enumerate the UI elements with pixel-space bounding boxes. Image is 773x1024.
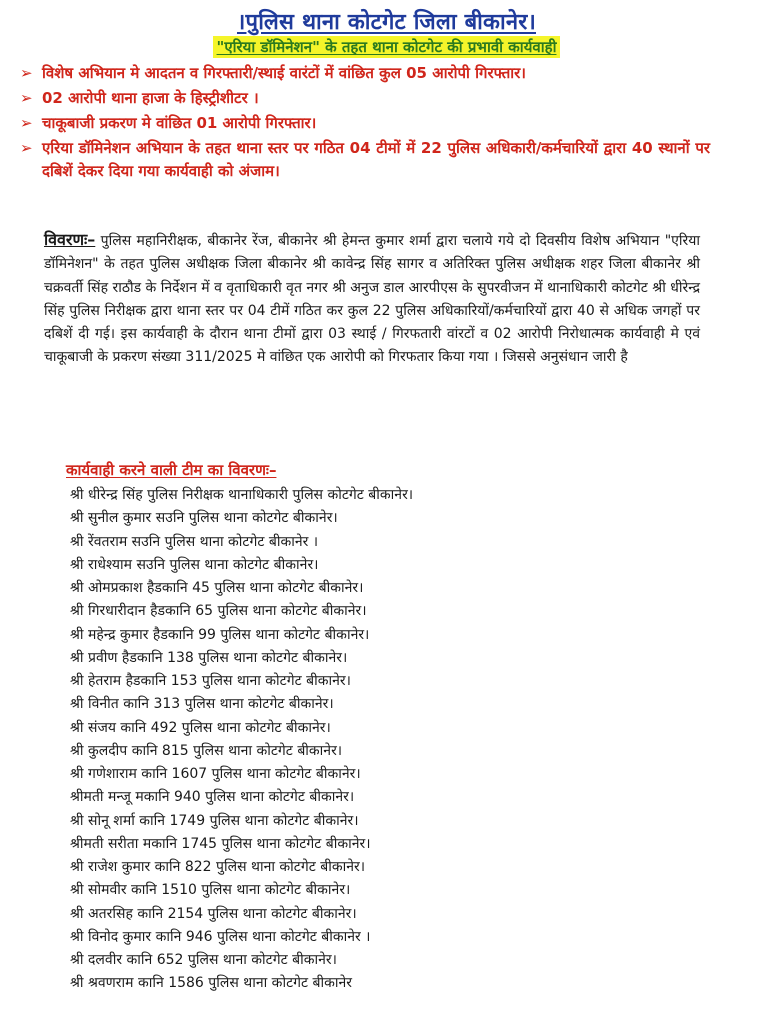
page-subtitle: "एरिया डॉमिनेशन" के तहत थाना कोटगेट की प्रभावी कार्यवाही [213, 36, 561, 58]
highlight-item [20, 87, 710, 110]
arrow-bullet-icon: ➢ [20, 64, 33, 82]
details-paragraph [44, 228, 700, 370]
subtitle-container [0, 36, 773, 58]
team-member: श्री सोमवीर कानि 1510 पुलिस थाना कोटगेट बीकानेर। [70, 882, 351, 899]
team-member: श्री कुलदीप कानि 815 पुलिस थाना कोटगेट बीकानेर। [70, 742, 343, 759]
team-member: श्री सुनील कुमार सउनि पुलिस थाना कोटगेट बीकानेर। [70, 510, 338, 527]
team-member: श्री हेतराम हैडकानि 153 पुलिस थाना कोटगेट बीकानेर। [70, 673, 351, 689]
team-member: श्री प्रवीण हैडकानि 138 पुलिस थाना कोटगेट बीकानेर। [70, 649, 348, 666]
team-member: श्री दलवीर कानि 652 पुलिस थाना कोटगेट बीकानेर। [70, 952, 337, 968]
team-member: श्रीमती मन्जू मकानि 940 पुलिस थाना कोटगेट बीकानेर। [70, 789, 355, 806]
team-member: श्री सोनू शर्मा कानि 1749 पुलिस थाना कोटगेट बीकानेर। [70, 812, 359, 829]
team-member: श्री अतरसिह कानि 2154 पुलिस थाना कोटगेट बीकानेर। [70, 905, 357, 922]
team-member: श्री ओमप्रकाश हैडकानि 45 पुलिस थाना कोटगेट बीकानेर। [70, 580, 364, 596]
highlight-item [20, 137, 710, 183]
highlight-item [20, 112, 710, 135]
team-member: श्री गणेशाराम कानि 1607 पुलिस थाना कोटगेट बीकानेर। [70, 766, 361, 782]
page-title: ।पुलिस थाना कोटगेट जिला बीकानेर। [236, 10, 536, 35]
highlights-list [20, 62, 710, 185]
team-heading: कार्यवाही करने वाली टीम का विवरणः– [66, 461, 277, 479]
arrow-bullet-icon: ➢ [20, 89, 33, 107]
highlight-text: विशेष अभियान मे आदतन व गिरफ्तारी/स्थाई वारंटों में वांछित कुल 05 आरोपी गिरफ्तार। [42, 64, 526, 82]
arrow-bullet-icon: ➢ [20, 114, 33, 132]
details-label: विवरणः– [44, 230, 96, 249]
team-member: श्रीमती सरीता मकानि 1745 पुलिस थाना कोटगेट बीकानेर। [70, 835, 371, 852]
details-text: पुलिस महानिरीक्षक, बीकानेर रेंज, बीकानेर श्री हेमन्त कुमार शर्मा द्वारा चलाये गये दो दिवसीय विशेष अभियान "एरिया डॉमिनेशन" के तहत पुलिस अधीक्षक जिला बीकानेर श्री कावेन्द्र सिंह सागर व अतिरिक्त पुलिस अधीक्षक शहर जिला बीकानेर श्री चक्रवर्ती सिंह राठौड के निर्देशन में व वृताधिकारी वृत नगर श्री अनुज डाल आरपीएस के सुपरवीजन में थानाधिकारी कोटगेट श्री धीरेन्द्र सिंह पुलिस निरीक्षक द्वारा थाना स्तर पर 04 टीमें गठित कर कुल 22 पुलिस अधिकारियों/कर्मचारियों द्वारा 40 से अधिक जगहों पर दबिशें दी गई। इस कार्यवाही के दौरान थाना टीमों द्वारा 03 स्थाई / गिरफतारी वांरटों व 02 आरोपी निरोधात्मक कार्यवाही मे एवं चाकूबाजी के प्रकरण संख्या 311/2025 मे वांछित एक आरोपी को गिरफतार किया गया । जिससे अनुसंधान जारी है [44, 233, 700, 366]
team-member: श्री धीरेन्द्र सिंह पुलिस निरीक्षक थानाधिकारी पुलिस कोटगेट बीकानेर। [70, 487, 414, 503]
team-member: श्री गिरधारीदान हैडकानि 65 पुलिस थाना कोटगेट बीकानेर। [70, 603, 367, 620]
title-container [0, 6, 773, 36]
team-member: श्री विनीत कानि 313 पुलिस थाना कोटगेट बीकानेर। [70, 696, 334, 713]
team-member: श्री विनोद कुमार कानि 946 पुलिस थाना कोटगेट बीकानेर । [70, 928, 371, 945]
highlight-text: 02 आरोपी थाना हाजा के हिस्ट्रीशीटर । [42, 89, 259, 107]
team-member-list [70, 484, 710, 996]
highlight-text: एरिया डॉमिनेशन अभियान के तहत थाना स्तर पर गठित 04 टीमों में 22 पुलिस अधिकारी/कर्मचारियों द्वारा 40 स्थानों पर दबिशें देकर दिया गया कार्यवाही को अंजाम। [42, 139, 710, 180]
team-member: श्री राधेश्याम सउनि पुलिस थाना कोटगेट बीकानेर। [70, 556, 319, 573]
team-member: श्री संजय कानि 492 पुलिस थाना कोटगेट बीकानेर। [70, 719, 331, 736]
team-member: श्री महेन्द्र कुमार हैडकानि 99 पुलिस थाना कोटगेट बीकानेर। [70, 626, 370, 643]
highlight-text: चाकूबाजी प्रकरण मे वांछित 01 आरोपी गिरफ्तार। [42, 114, 317, 132]
arrow-bullet-icon: ➢ [20, 139, 33, 157]
team-member: श्री रेंवतराम सउनि पुलिस थाना कोटगेट बीकानेर । [70, 533, 319, 550]
team-member: श्री राजेश कुमार कानि 822 पुलिस थाना कोटगेट बीकानेर। [70, 859, 366, 875]
team-member: श्री श्रवणराम कानि 1586 पुलिस थाना कोटगेट बीकानेर [70, 975, 353, 992]
highlight-item [20, 62, 710, 85]
